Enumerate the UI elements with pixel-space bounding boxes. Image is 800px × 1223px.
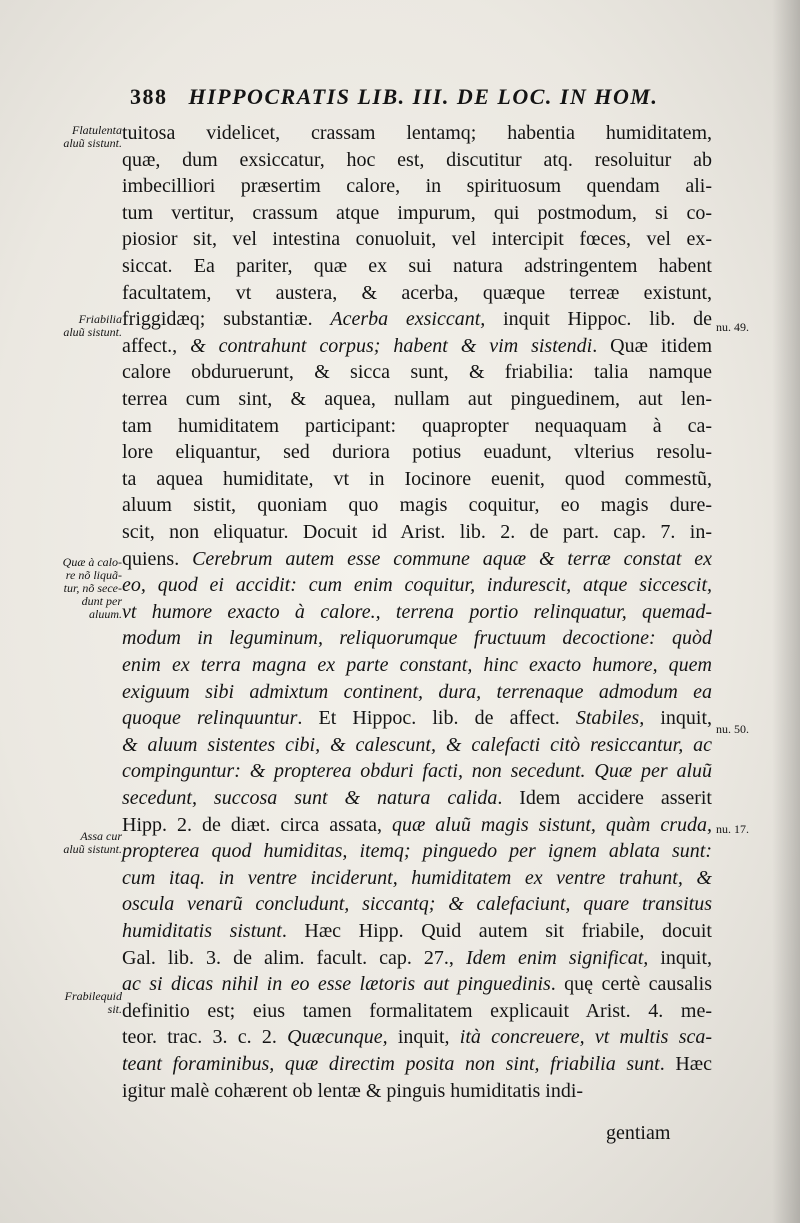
italic-quote: vt humore exacto à calore., terrena portio relinquatur, quemad- (122, 600, 712, 623)
text-line (122, 464, 712, 494)
text-run: siccat. Ea pariter, quæ ex sui natura adstringentem habent (122, 255, 712, 277)
margin-note-left (26, 124, 122, 150)
text-run: tuitosa videlicet, crassam lentamq; habentia humiditatem, (122, 122, 712, 144)
text-line (122, 1022, 712, 1052)
text-line (122, 703, 712, 733)
margin-note-line: aluũ sistunt. (63, 136, 122, 150)
text-run: inquit, (644, 707, 713, 730)
text-run: terrea cum sint, & aquea, nullam aut pinguedinem, aut len- (122, 388, 712, 410)
margin-note-left (26, 313, 122, 339)
text-run: ta aquea humiditate, vt in Iocinore euenit, quod commestũ, (122, 467, 712, 490)
text-run: quæ, dum exsiccatur, hoc est, discutitur atq. resoluitur ab (122, 148, 712, 171)
italic-quote: & contrahunt corpus; habent & vim sistendi (190, 334, 593, 357)
text-run: inquit, (387, 1026, 460, 1049)
text-line (122, 490, 712, 520)
text-line (122, 198, 712, 228)
text-line (122, 357, 712, 387)
text-line (122, 863, 712, 893)
text-line (122, 118, 712, 148)
text-run: calore obduruerunt, & sicca sunt, & friabilia: talia namque (122, 361, 712, 384)
text-line (122, 171, 712, 201)
text-run: piosior sit, vel intestina conuoluit, vel intercipit fœces, vel ex- (122, 228, 712, 251)
text-line (122, 810, 712, 840)
italic-quote: compinguntur: & propterea obduri facti, non secedunt. Quæ per aluũ (122, 760, 712, 783)
italic-quote: humiditatis sistunt (122, 920, 282, 942)
text-line (122, 836, 712, 866)
text-run: definitio est; eius tamen formalitatem explicauit Arist. 4. me- (122, 999, 712, 1022)
italic-quote: exiguum sibi admixtum continent, dura, terrenaque admodum ea (122, 680, 712, 703)
margin-note-left (26, 556, 122, 621)
text-run: aluum sistit, quoniam quo magis coquitur, eo magis dure- (122, 494, 712, 517)
italic-quote: & aluum sistentes cibi, & calescunt, & calefacti citò resiccantur, ac (122, 733, 712, 756)
text-run: Hipp. 2. de diæt. circa assata, (122, 813, 392, 836)
text-line (122, 384, 712, 414)
text-line (122, 517, 712, 547)
text-run: . Hæc Hipp. Quid autem sit friabile, docuit (281, 920, 712, 942)
text-line (122, 943, 712, 973)
text-line (122, 756, 712, 786)
margin-note-right: nu. 17. (716, 822, 749, 836)
text-run: friggidæq; substantiæ. (122, 308, 331, 331)
margin-note-left (26, 990, 122, 1016)
text-line (122, 623, 712, 653)
italic-quote: Quæcunque, (287, 1026, 388, 1049)
italic-quote: ac si dicas nihil in eo esse lætoris aut pinguedinis (122, 973, 551, 996)
italic-quote: quoque relinquuntur (122, 707, 298, 730)
text-line (122, 304, 712, 334)
margin-note-line: re nõ liquã- (65, 568, 122, 582)
margin-note-line: sit. (107, 1002, 122, 1016)
italic-quote: eo, quod ei accidit: cum enim coquitur, indurescit, atque siccescit, (122, 574, 712, 597)
italic-quote: Acerba exsiccant, (330, 308, 486, 331)
text-line (122, 1076, 712, 1106)
italic-quote: Idem enim significat, (465, 946, 649, 969)
text-line (122, 916, 712, 946)
margin-note-left (26, 830, 122, 856)
italic-quote: cum itaq. in ventre inciderunt, humiditatem ex ventre trahunt, & (122, 866, 712, 889)
text-run: . Et Hippoc. lib. de affect. (297, 707, 576, 730)
text-line (122, 889, 712, 919)
text-run: igitur malè cohærent ob lentæ & pinguis humiditatis indi- (122, 1079, 584, 1102)
margin-note-line: Quæ à calo- (62, 555, 122, 569)
text-line (122, 145, 712, 175)
margin-note-right: nu. 49. (716, 320, 749, 334)
italic-quote: quæ aluũ magis sistunt, quàm cruda, (391, 813, 712, 836)
margin-note-right: nu. 50. (716, 722, 749, 736)
margin-note-line: Flatulenta (72, 123, 122, 137)
text-run: . Quæ itidem (592, 334, 713, 357)
text-run: inquit, (648, 946, 712, 969)
italic-quote: ità concreuere, vt multis sca- (459, 1026, 713, 1049)
text-run: . quę certè causalis (550, 973, 712, 996)
text-line (122, 544, 712, 574)
text-run: tam humiditatem participant: quapropter nequaquam à ca- (122, 414, 712, 437)
italic-quote: Stabiles, (575, 707, 645, 730)
text-line (122, 650, 712, 680)
text-run: inquit Hippoc. lib. de (485, 308, 712, 331)
text-line (122, 677, 712, 707)
italic-quote: Cerebrum autem esse commune aquæ & terræ constat ex (192, 547, 713, 570)
page-number: 388 (130, 84, 168, 109)
margin-note-line: dunt per (81, 594, 122, 608)
text-run: affect., (122, 334, 191, 357)
margin-note-line: Friabilia (78, 312, 122, 326)
text-run: lore eliquantur, sed duriora potius euadunt, vlterius resolu- (122, 441, 712, 464)
text-line (122, 331, 712, 361)
text-line (122, 783, 712, 813)
italic-quote: propterea quod humiditas, itemq; pinguedo per ignem ablata sunt: (122, 840, 712, 863)
text-line (122, 251, 712, 281)
text-line (122, 996, 712, 1026)
italic-quote: enim ex terra magna ex parte constant, hinc exacto humore, quem (122, 654, 712, 676)
text-line (122, 224, 712, 254)
text-run: quiens. (122, 547, 193, 570)
text-line (122, 437, 712, 467)
margin-note-line: aluũ sistunt. (63, 842, 122, 856)
text-run: tum vertitur, crassum atque impurum, qui postmodum, si co- (122, 201, 712, 224)
margin-note-line: tur, nõ sece- (63, 581, 122, 595)
text-run: teor. trac. 3. c. 2. (122, 1026, 288, 1049)
margin-note-line: Assa cur (80, 829, 122, 843)
text-run: facultatem, vt austera, & acerba, quæque terreæ existunt, (122, 281, 712, 304)
italic-quote: secedunt, succosa sunt & natura calida (122, 787, 498, 809)
text-run: . Hæc (659, 1053, 712, 1075)
text-line (122, 411, 712, 441)
text-run: Gal. lib. 3. de alim. facult. cap. 27., (122, 946, 466, 969)
catchword: gentiam (606, 1122, 671, 1144)
italic-quote: teant foraminibus, quæ directim posita non sint, friabilia sunt (122, 1053, 660, 1075)
margin-note-line: aluũ sistunt. (63, 325, 122, 339)
running-header (130, 84, 690, 110)
text-line (122, 278, 712, 308)
page-edge-shadow (772, 0, 800, 1223)
italic-quote: modum in leguminum, reliquorumque fructuum decoctione: quòd (122, 627, 712, 650)
text-run: imbecilliori præsertim calore, in spirituosum quendam ali- (122, 175, 712, 198)
margin-note-line: Frabilequid (64, 989, 122, 1003)
text-line (122, 597, 712, 627)
italic-quote: oscula venarũ concludunt, siccantq; & calefaciunt, quare transitus (122, 893, 712, 916)
margin-note-line: aluum. (89, 607, 122, 621)
text-run: . Idem accidere asserit (497, 787, 712, 809)
text-line (122, 730, 712, 760)
text-line (122, 570, 712, 600)
text-run: scit, non eliquatur. Docuit id Arist. lib. 2. de part. cap. 7. in- (122, 521, 712, 543)
text-line (122, 969, 712, 999)
running-title: HIPPOCRATIS LIB. III. DE LOC. IN HOM. (188, 84, 659, 109)
text-line (122, 1049, 712, 1079)
